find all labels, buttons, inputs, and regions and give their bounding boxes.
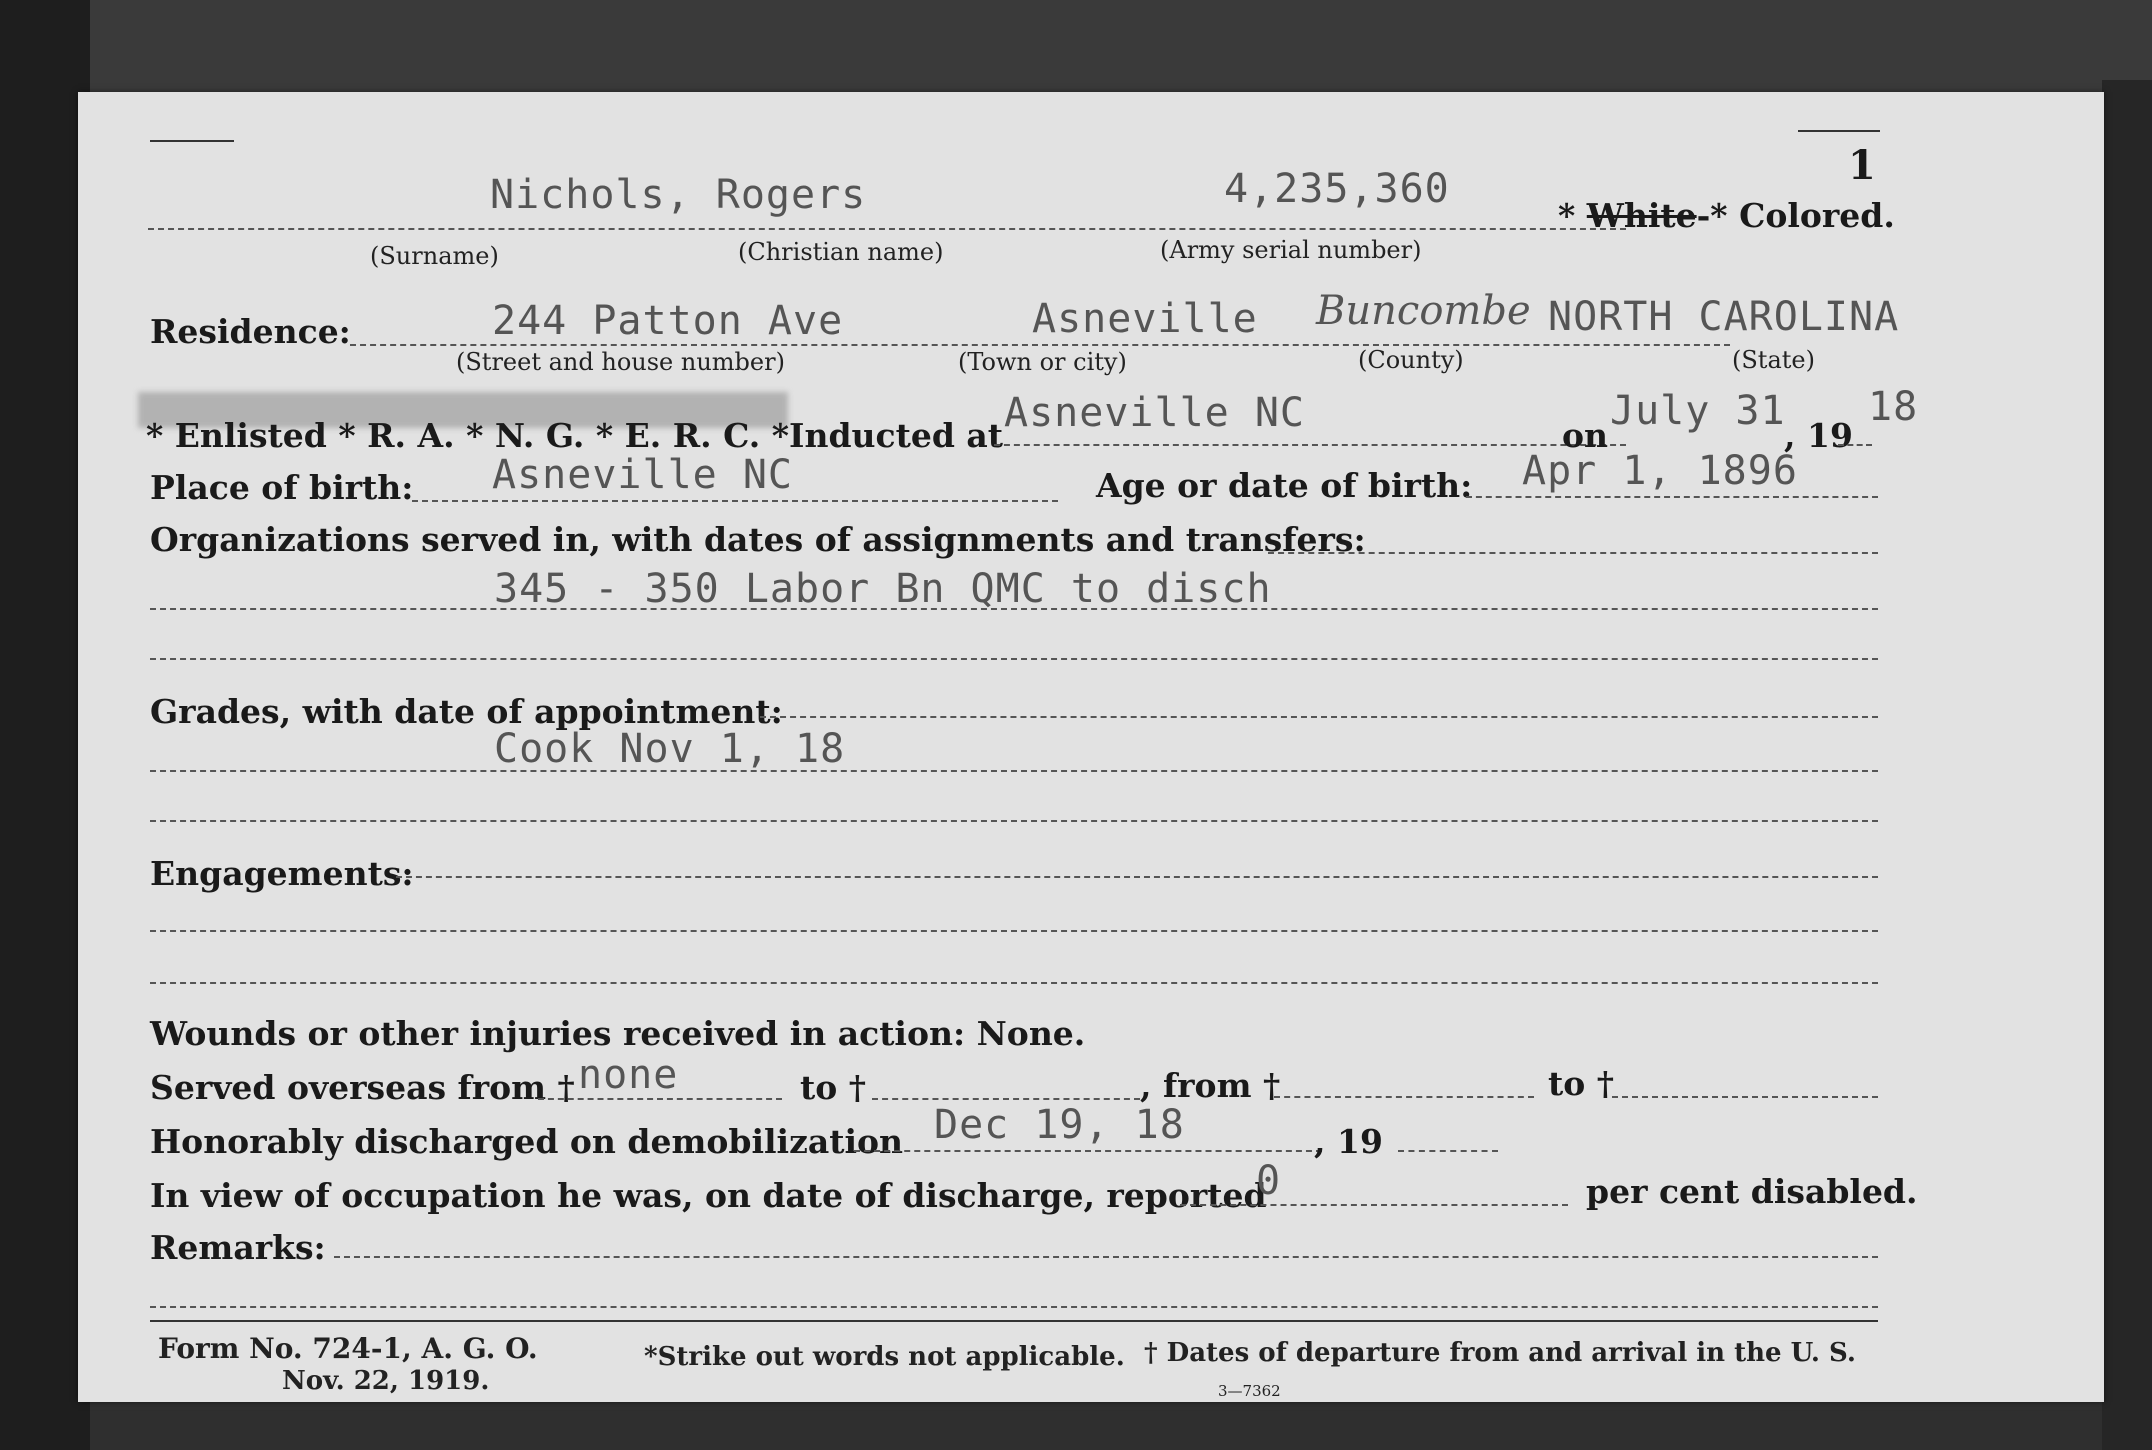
- birth-date-label: Age or date of birth:: [1096, 466, 1473, 505]
- top-left-rule: [150, 140, 234, 142]
- discharge-line: [854, 1150, 1322, 1152]
- discharge-label: Honorably discharged on demobilization: [150, 1122, 903, 1161]
- form-date: Nov. 22, 1919.: [282, 1366, 490, 1396]
- overseas-from-line-2: [1274, 1096, 1534, 1098]
- grades-label: Grades, with date of appointment:: [150, 692, 783, 731]
- serial-number-value: 4,235,360: [1224, 166, 1450, 212]
- inducted-year-value: 18: [1868, 384, 1919, 430]
- background-left: [0, 0, 90, 1450]
- footnote-dates: † Dates of departure from and arrival in the U. S.: [1144, 1338, 1856, 1368]
- wounds-label: Wounds or other injuries received in action: None.: [150, 1014, 1086, 1053]
- remarks-line-1: [334, 1256, 1878, 1258]
- year-line: [1838, 444, 1872, 446]
- caption-surname: (Surname): [370, 242, 499, 270]
- overseas-to-line: [872, 1098, 1140, 1100]
- background-right: [2102, 80, 2152, 1450]
- grades-line-1: [760, 716, 1878, 718]
- surname-value: Nichols, Rogers: [490, 172, 867, 218]
- county-value: Buncombe: [1316, 288, 1531, 334]
- background-top: [90, 0, 2152, 95]
- discharge-year-label: , 19: [1314, 1122, 1383, 1161]
- race-star: *: [1558, 196, 1576, 235]
- discharge-year-line: [1398, 1150, 1498, 1152]
- footer-rule: [150, 1320, 1878, 1322]
- caption-state: (State): [1732, 346, 1815, 374]
- name-line: [148, 228, 1626, 230]
- organizations-line-1: [1268, 552, 1878, 554]
- birth-date-value: Apr 1, 1896: [1522, 448, 1798, 494]
- engagements-line-2: [150, 930, 1878, 932]
- print-code: 3—7362: [1218, 1382, 1281, 1400]
- card-number: 1: [1848, 142, 1876, 189]
- overseas-label: Served overseas from †: [150, 1068, 575, 1107]
- caption-christian-name: (Christian name): [738, 238, 944, 266]
- engagements-line-3: [150, 982, 1878, 984]
- grades-line-3: [150, 820, 1878, 822]
- overseas-to-label: to †: [800, 1068, 866, 1107]
- birth-place-label: Place of birth:: [150, 468, 414, 507]
- state-value: NORTH CAROLINA: [1548, 294, 1900, 340]
- caption-county: (County): [1358, 346, 1464, 374]
- top-right-rule: [1798, 130, 1880, 132]
- caption-town: (Town or city): [958, 348, 1127, 376]
- disability-value: 0: [1256, 1158, 1282, 1204]
- inducted-date-value: July 31: [1610, 388, 1786, 434]
- overseas-from-line: [538, 1098, 782, 1100]
- overseas-from-value: none: [578, 1052, 679, 1098]
- on-label: on: [1562, 416, 1609, 455]
- race-colored: Colored.: [1739, 196, 1895, 235]
- remarks-line-2: [150, 1306, 1878, 1308]
- race-white: White: [1586, 196, 1697, 235]
- service-record-card: [78, 92, 2104, 1402]
- enlisted-label: * Enlisted * R. A. * N. G. * E. R. C. *Inducted at: [146, 416, 1004, 455]
- remarks-label: Remarks:: [150, 1228, 326, 1267]
- disability-label: In view of occupation he was, on date of discharge, reported: [150, 1176, 1267, 1215]
- overseas-to-label-2: to †: [1548, 1064, 1614, 1103]
- disability-suffix: per cent disabled.: [1586, 1172, 1918, 1211]
- inducted-at-value: Asneville NC: [1004, 390, 1305, 436]
- year-prefix: , 19: [1784, 416, 1853, 455]
- race-star-2: -*: [1696, 196, 1728, 235]
- discharge-date-value: Dec 19, 18: [934, 1102, 1185, 1148]
- overseas-from-label-2: , from †: [1140, 1066, 1281, 1105]
- birth-place-value: Asneville NC: [492, 452, 793, 498]
- caption-street: (Street and house number): [456, 348, 785, 376]
- footnote-strike-out: *Strike out words not applicable.: [644, 1342, 1125, 1372]
- organizations-value: 345 - 350 Labor Bn QMC to disch: [494, 566, 1272, 612]
- organizations-line-2: [150, 608, 1878, 610]
- street-value: 244 Patton Ave: [492, 298, 844, 344]
- form-number: Form No. 724-1, A. G. O.: [158, 1332, 538, 1365]
- birth-place-line: [412, 500, 1058, 502]
- engagements-line-1: [396, 876, 1878, 878]
- organizations-line-3: [150, 658, 1878, 660]
- residence-line: [350, 344, 1730, 346]
- birth-date-line: [1466, 496, 1878, 498]
- residence-label: Residence:: [150, 312, 351, 351]
- race-field: [1558, 196, 1895, 235]
- grades-value: Cook Nov 1, 18: [494, 726, 846, 772]
- organizations-label: Organizations served in, with dates of assignments and transfers:: [150, 520, 1366, 559]
- engagements-label: Engagements:: [150, 854, 414, 893]
- town-value: Asneville: [1032, 296, 1258, 342]
- overseas-to-line-2: [1612, 1096, 1878, 1098]
- disability-line: [1180, 1204, 1568, 1206]
- caption-serial-number: (Army serial number): [1160, 236, 1422, 264]
- inducted-line: [994, 444, 1626, 446]
- grades-line-2: [150, 770, 1878, 772]
